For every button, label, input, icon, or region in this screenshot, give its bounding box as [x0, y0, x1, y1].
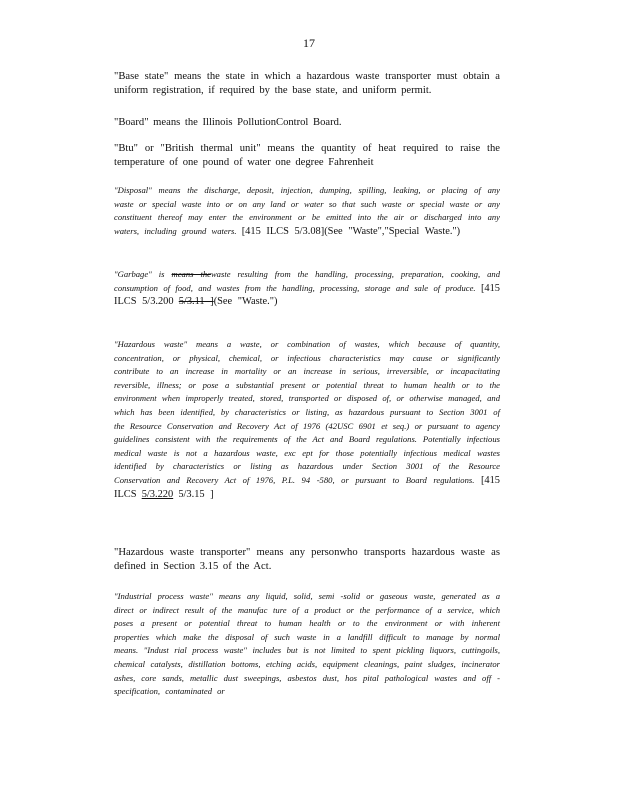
definition-base-state — [114, 70, 500, 98]
definition-text: "Base state" means the state in which a hazardous waste transporter must obtain a uniform registration, if required by the base state, and uniform permit. — [114, 71, 500, 96]
definition-text — [114, 338, 500, 501]
definition-body: waste resulting from the handling, processing, preparation, cooking, and consumption of food, and wastes from the handling, processing, storage and sale of produce. — [114, 269, 500, 293]
citation-underlined: 5/3.220 — [141, 488, 174, 500]
definition-body: "Disposal" means the discharge, deposit, injection, dumping, spilling, leaking, or placing of any waste or special waste into or on any land or water so that such waste or special waste or any constituent thereof may enter the environment or be emitted into the air or discharged into any waters, including ground waters. — [114, 185, 500, 236]
struck-text: means the — [171, 269, 211, 279]
citation-start: [415 ILCS 5/3.200 — [114, 282, 500, 308]
definition-text: "Btu" or "British thermal unit" means the quantity of heat required to raise the temperature of one pound of water one degree Fahrenheit — [114, 143, 500, 168]
definition-btu — [114, 142, 500, 170]
definition-hazardous-waste-transporter — [114, 546, 500, 574]
citation-start: [415 ILCS — [114, 474, 500, 500]
citation-end: (See "Waste.") — [213, 296, 278, 308]
definition-industrial-process-waste — [114, 590, 500, 699]
definition-text: "Hazardous waste transporter" means any personwho transports hazardous waste as defined in Section 3.15 of the Act. — [114, 547, 500, 572]
definition-text: "Board" means the Illinois PollutionControl Board. — [114, 117, 342, 128]
definition-disposal — [114, 184, 500, 238]
definition-text — [114, 184, 500, 238]
definition-lead: "Garbage" is — [114, 269, 165, 279]
citation-end: 5/3.15 ] — [178, 488, 214, 500]
definition-board — [114, 116, 500, 130]
citation: [415 ILCS 5/3.08](See "Waste","Special Waste.") — [241, 225, 461, 237]
definition-hazardous-waste — [114, 338, 500, 501]
citation-struck: 5/3.11 ] — [178, 296, 214, 308]
definition-text: "Industrial process waste" means any liquid, solid, semi -solid or gaseous waste, generated as a direct or indirect result of the manufac ture of a product or the performance of a service, which poses a present or potential threat to human health or to the environment or with inherent properties which make the disposal of such waste in a landfill difficult to manage by normal means. "Indust rial process waste" includes but is not limited to spent pickling liquors, cuttingoils, chemical catalysts, distillation bottoms, etching acids, equipment cleanings, paint sludges, incinerator ashes, core sands, metallic dust sweepings, asbestos dust, hos pital pathological wastes and off -specification, contaminated or — [114, 591, 500, 697]
definition-garbage — [114, 268, 500, 309]
definition-body: "Hazardous waste" means a waste, or combination of wastes, which because of quantity, concentration, or physical, chemical, or infectious characteristics may cause or significantly contribute to an increase in mortality or an increase in serious, irreversible, or incapacitating reversible, illness; or pose a substantial present or potential threat to human health or to the environment when improperly treated, stored, transported or disposed of, or otherwise managed, and which has been identified, by characteristics or listing, as hazardous pursuant to Section 3001 of the Resource Conservation and Recovery Act of 1976 (42USC 6901 et seq.) or pursuant to agency guidelines consistent with the requirements of the Act and Board regulations. Potentially infectious medical waste is not a hazardous waste, exc ept for those potentially infectious medical wastes identified by characteristics or listing as hazardous under Section 3001 of the Resource Conservation and Recovery Act of 1976, P.L. 94 -580, or pursuant to Board regulations. — [114, 339, 500, 485]
page-number: 17 — [303, 36, 315, 50]
definition-text — [114, 268, 500, 309]
